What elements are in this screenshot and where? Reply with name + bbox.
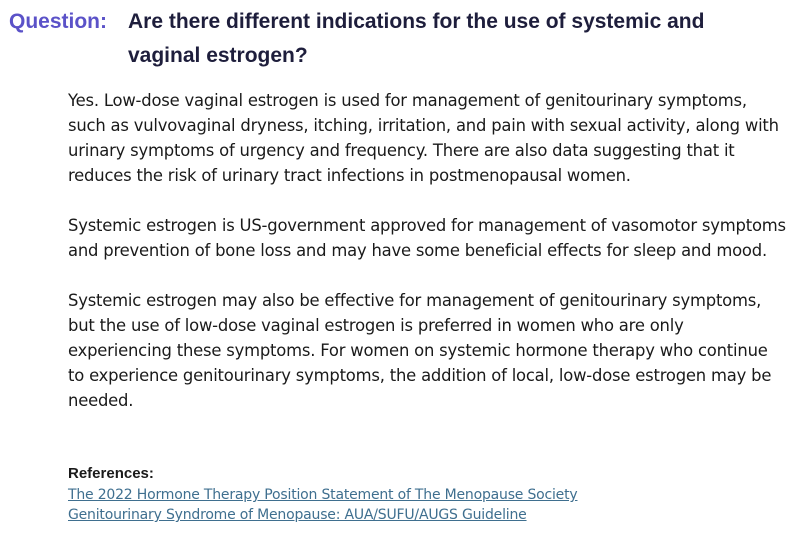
answer-paragraph-2: Systemic estrogen is US-government approved for management of vasomotor symptoms and prevention of bone loss and may have some beneficial effects for sleep and mood. (68, 216, 786, 260)
answer-body (68, 88, 788, 438)
answer-paragraph-3: Systemic estrogen may also be effective for management of genitourinary symptoms, but the use of low-dose vaginal estrogen is preferred in women who are only experiencing these symptoms. For women on systemic hormone therapy who continue to experience genitourinary symptoms, the addition of local, low-dose estrogen may be needed. (68, 291, 772, 410)
question-label: Question: (9, 10, 107, 33)
question-title: Are there different indications for the use of systemic and vaginal estrogen? (128, 10, 705, 67)
reference-link-gsm-guideline[interactable]: Genitourinary Syndrome of Menopause: AUA/SUFU/AUGS Guideline (68, 507, 527, 523)
references-heading: References: (68, 465, 154, 482)
references-section (68, 463, 768, 525)
answer-paragraph-1: Yes. Low-dose vaginal estrogen is used for management of genitourinary symptoms, such as vulvovaginal dryness, itching, irritation, and pain with sexual activity, along with urinary symptoms of urgency and frequency. There are also data suggesting that it reduces the risk of urinary tract infections in postmenopausal women. (68, 91, 779, 185)
reference-link-hormone-therapy[interactable]: The 2022 Hormone Therapy Position Statement of The Menopause Society (68, 487, 578, 503)
